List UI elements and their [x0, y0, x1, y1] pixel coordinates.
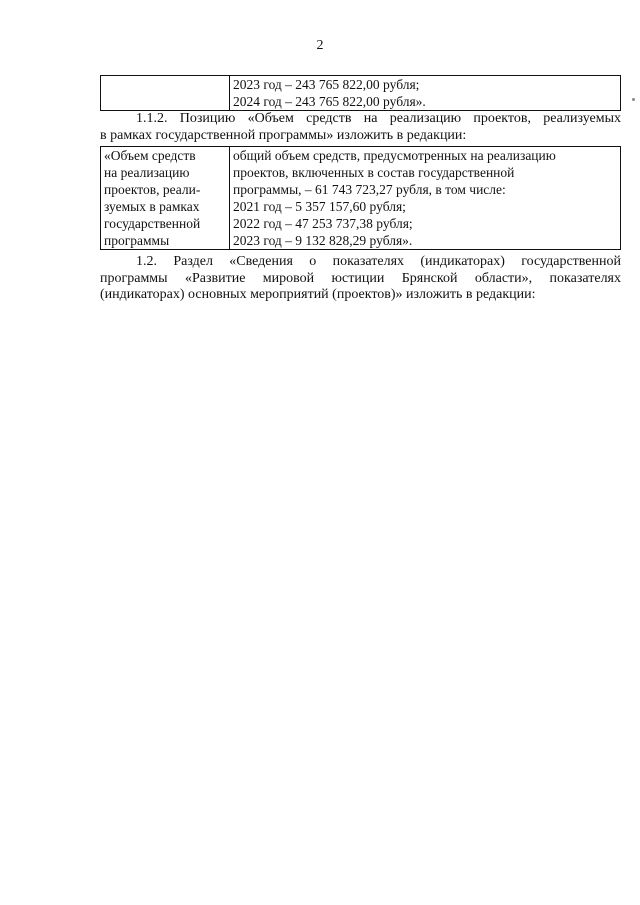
value-line: программы, – 61 743 723,27 рубля, в том числе: — [233, 182, 506, 197]
value-line: общий объем средств, предусмотренных на реализацию — [233, 148, 556, 163]
scan-speck — [632, 98, 635, 101]
funding-table-continuation — [100, 75, 621, 111]
value-line: проектов, включенных в состав государственной — [233, 165, 515, 180]
funding-line-2023: 2023 год – 9 132 828,29 рубля». — [233, 233, 413, 248]
label-line: на реализацию — [104, 165, 190, 180]
funding-line-2023: 2023 год – 243 765 822,00 рубля; — [233, 77, 420, 92]
paragraph-line: (индикаторах) основных мероприятий (проектов)» изложить в редакции: — [100, 287, 536, 302]
label-line: государственной — [104, 216, 201, 231]
funding-line-2024: 2024 год – 243 765 822,00 рубля». — [233, 94, 426, 109]
label-line: зуемых в рамках — [104, 199, 200, 214]
page-number: 2 — [316, 38, 324, 53]
funding-line-2022: 2022 год – 47 253 737,38 рубля; — [233, 216, 413, 231]
table-cell-values — [230, 76, 621, 111]
table-cell-label — [101, 76, 230, 111]
paragraph-line: 1.2. Раздел «Сведения о показателях (индикаторах) государственной — [136, 254, 621, 269]
paragraph-line: 1.1.2. Позицию «Объем средств на реализацию проектов, реализуемых — [136, 111, 621, 126]
label-line: «Объем средств — [104, 148, 196, 163]
table-row — [101, 147, 621, 250]
project-funding-table — [100, 146, 621, 250]
funding-line-2021: 2021 год – 5 357 157,60 рубля; — [233, 199, 406, 214]
paragraph-1-2 — [100, 254, 621, 304]
paragraph-1-1-2 — [100, 111, 621, 144]
paragraph-line: в рамках государственной программы» изложить в редакции: — [100, 127, 467, 143]
label-line: проектов, реали- — [104, 182, 201, 197]
table-row — [101, 76, 621, 111]
table-cell-values — [230, 147, 621, 250]
label-line: программы — [104, 233, 170, 248]
paragraph-line: программы «Развитие мировой юстиции Брянской области», показателях — [100, 270, 621, 286]
table-cell-label — [101, 147, 230, 250]
